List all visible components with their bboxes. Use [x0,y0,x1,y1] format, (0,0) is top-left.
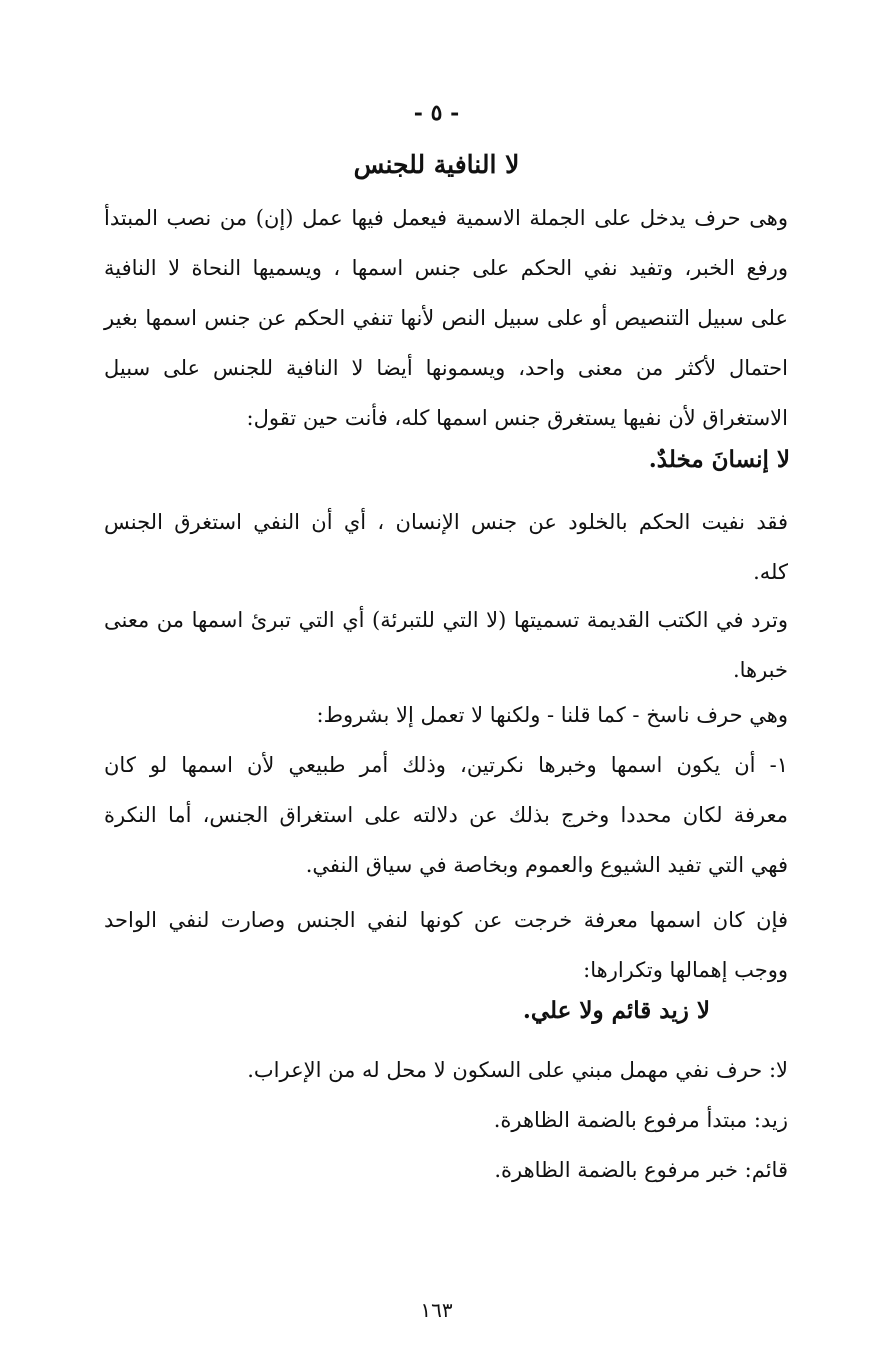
text-line: ١- أن يكون اسمها وخبرها نكرتين، وذلك أمر طبيعي لأن اسمها لو كان [104,753,788,777]
section-number: - ٥ - [413,100,460,126]
text-line: معرفة لكان محددا وخرج بذلك عن دلالته على استغراق الجنس، أما النكرة [104,803,788,827]
parsing-line: زيد: مبتدأ مرفوع بالضمة الظاهرة. [493,1108,788,1132]
parsing-line: لا: حرف نفي مهمل مبني على السكون لا محل له من الإعراب. [247,1058,788,1082]
page-title: لا النافية للجنس [353,150,520,179]
page-number: ١٦٣ [420,1298,453,1322]
parsing-line: قائم: خبر مرفوع بالضمة الظاهرة. [494,1158,788,1182]
example-sentence: لا إنسانَ مخلدٌ. [648,446,790,473]
text-line: وترد في الكتب القديمة تسميتها (لا التي للتبرئة) أي التي تبرئ اسمها من معنى [104,608,788,632]
paragraph-definition [104,193,788,443]
paragraph-explanation [104,497,788,597]
text-line: على سبيل التنصيص أو على سبيل النص لأنها تنفي الحكم عن جنس اسمها بغير [104,306,788,330]
text-line: احتمال لأكثر من معنى واحد، ويسمونها أيضا لا النافية للجنس على سبيل [104,356,788,380]
text-line: فإن كان اسمها معرفة خرجت عن كونها لنفي الجنس وصارت لنفي الواحد [104,908,788,932]
text-line: كله. [753,560,788,584]
text-line: الاستغراق لأن نفيها يستغرق جنس اسمها كله، فأنت حين تقول: [246,406,788,430]
example-sentence: لا زيد قائم ولا علي. [522,997,710,1024]
text-line: فهي التي تفيد الشيوع والعموم وبخاصة في سياق النفي. [305,853,788,877]
text-line: خبرها. [732,658,788,682]
text-line: وهي حرف ناسخ - كما قلنا - ولكنها لا تعمل إلا بشروط: [316,703,788,727]
paragraph-condition-1 [104,740,788,890]
text-line: وهى حرف يدخل على الجملة الاسمية فيعمل فيها عمل (إن) من نصب المبتدأ [104,206,788,230]
paragraph-old-naming [104,595,788,695]
text-line: ورفع الخبر، وتفيد نفي الحكم على جنس اسمها ، ويسميها النحاة لا النافية [104,256,788,280]
text-line: فقد نفيت الحكم بالخلود عن جنس الإنسان ، أي أن النفي استغرق الجنس [104,510,788,534]
text-line: ووجب إهمالها وتكرارها: [583,958,788,982]
paragraph-conditions-intro [104,690,788,740]
paragraph-definite-noun [104,895,788,995]
